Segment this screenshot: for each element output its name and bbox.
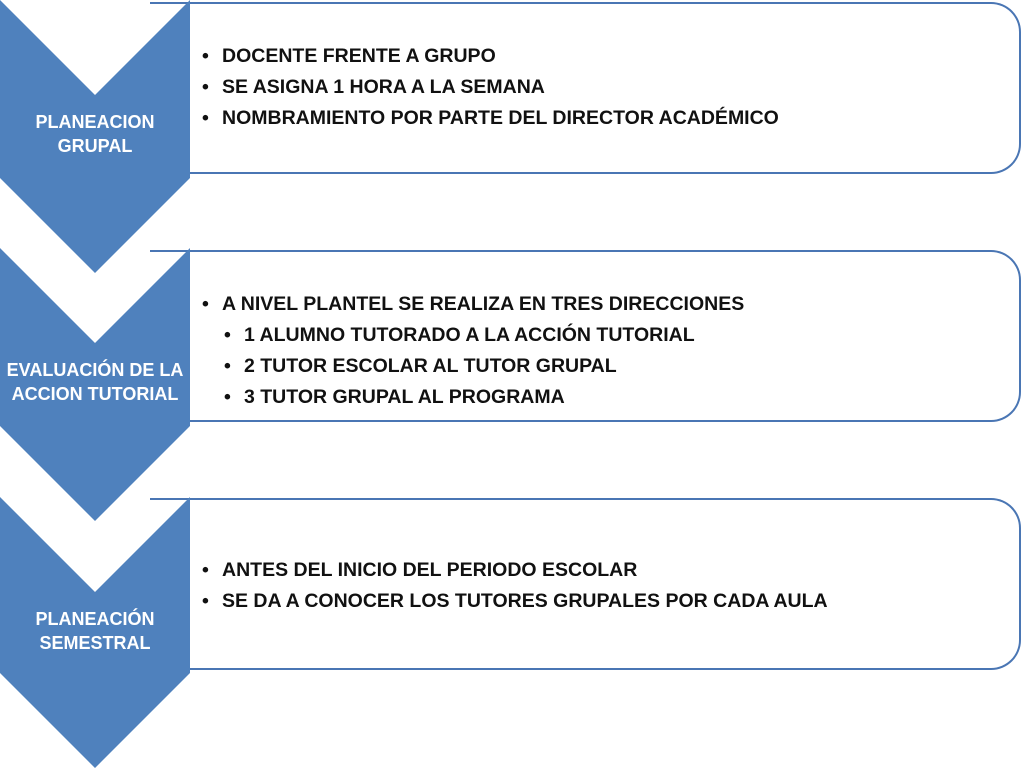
step-3-label-line-2: SEMESTRAL bbox=[39, 633, 151, 653]
step-1-bullet-list bbox=[202, 41, 779, 134]
bullet-item: • ANTES DEL INICIO DEL PERIODO ESCOLAR bbox=[202, 555, 828, 586]
step-2-label-line-1: EVALUACIÓN DE LA bbox=[6, 360, 184, 380]
step-1-label bbox=[0, 110, 190, 158]
bullet-item: • NOMBRAMIENTO POR PARTE DEL DIRECTOR ACADÉMICO bbox=[202, 103, 779, 134]
bullet-item: • SE DA A CONOCER LOS TUTORES GRUPALES POR CADA AULA bbox=[202, 586, 828, 617]
step-1-label-line-1: PLANEACION bbox=[35, 112, 155, 132]
sub-bullet-item: • 2 TUTOR ESCOLAR AL TUTOR GRUPAL bbox=[224, 351, 744, 382]
sub-bullet-item: • 3 TUTOR GRUPAL AL PROGRAMA bbox=[224, 382, 744, 413]
step-2-label bbox=[0, 358, 190, 406]
bullet-item: • A NIVEL PLANTEL SE REALIZA EN TRES DIRECCIONES bbox=[202, 289, 744, 320]
step-2-label-line-2: ACCION TUTORIAL bbox=[11, 384, 179, 404]
step-3-label-line-1: PLANEACIÓN bbox=[35, 609, 155, 629]
step-3-label bbox=[0, 607, 190, 655]
step-2-bullet-list bbox=[202, 289, 744, 413]
bullet-item: • DOCENTE FRENTE A GRUPO bbox=[202, 41, 779, 72]
sub-bullet-item: • 1 ALUMNO TUTORADO A LA ACCIÓN TUTORIAL bbox=[224, 320, 744, 351]
step-1-label-line-2: GRUPAL bbox=[57, 136, 133, 156]
bullet-item: • SE ASIGNA 1 HORA A LA SEMANA bbox=[202, 72, 779, 103]
step-3-bullet-list bbox=[202, 555, 828, 617]
